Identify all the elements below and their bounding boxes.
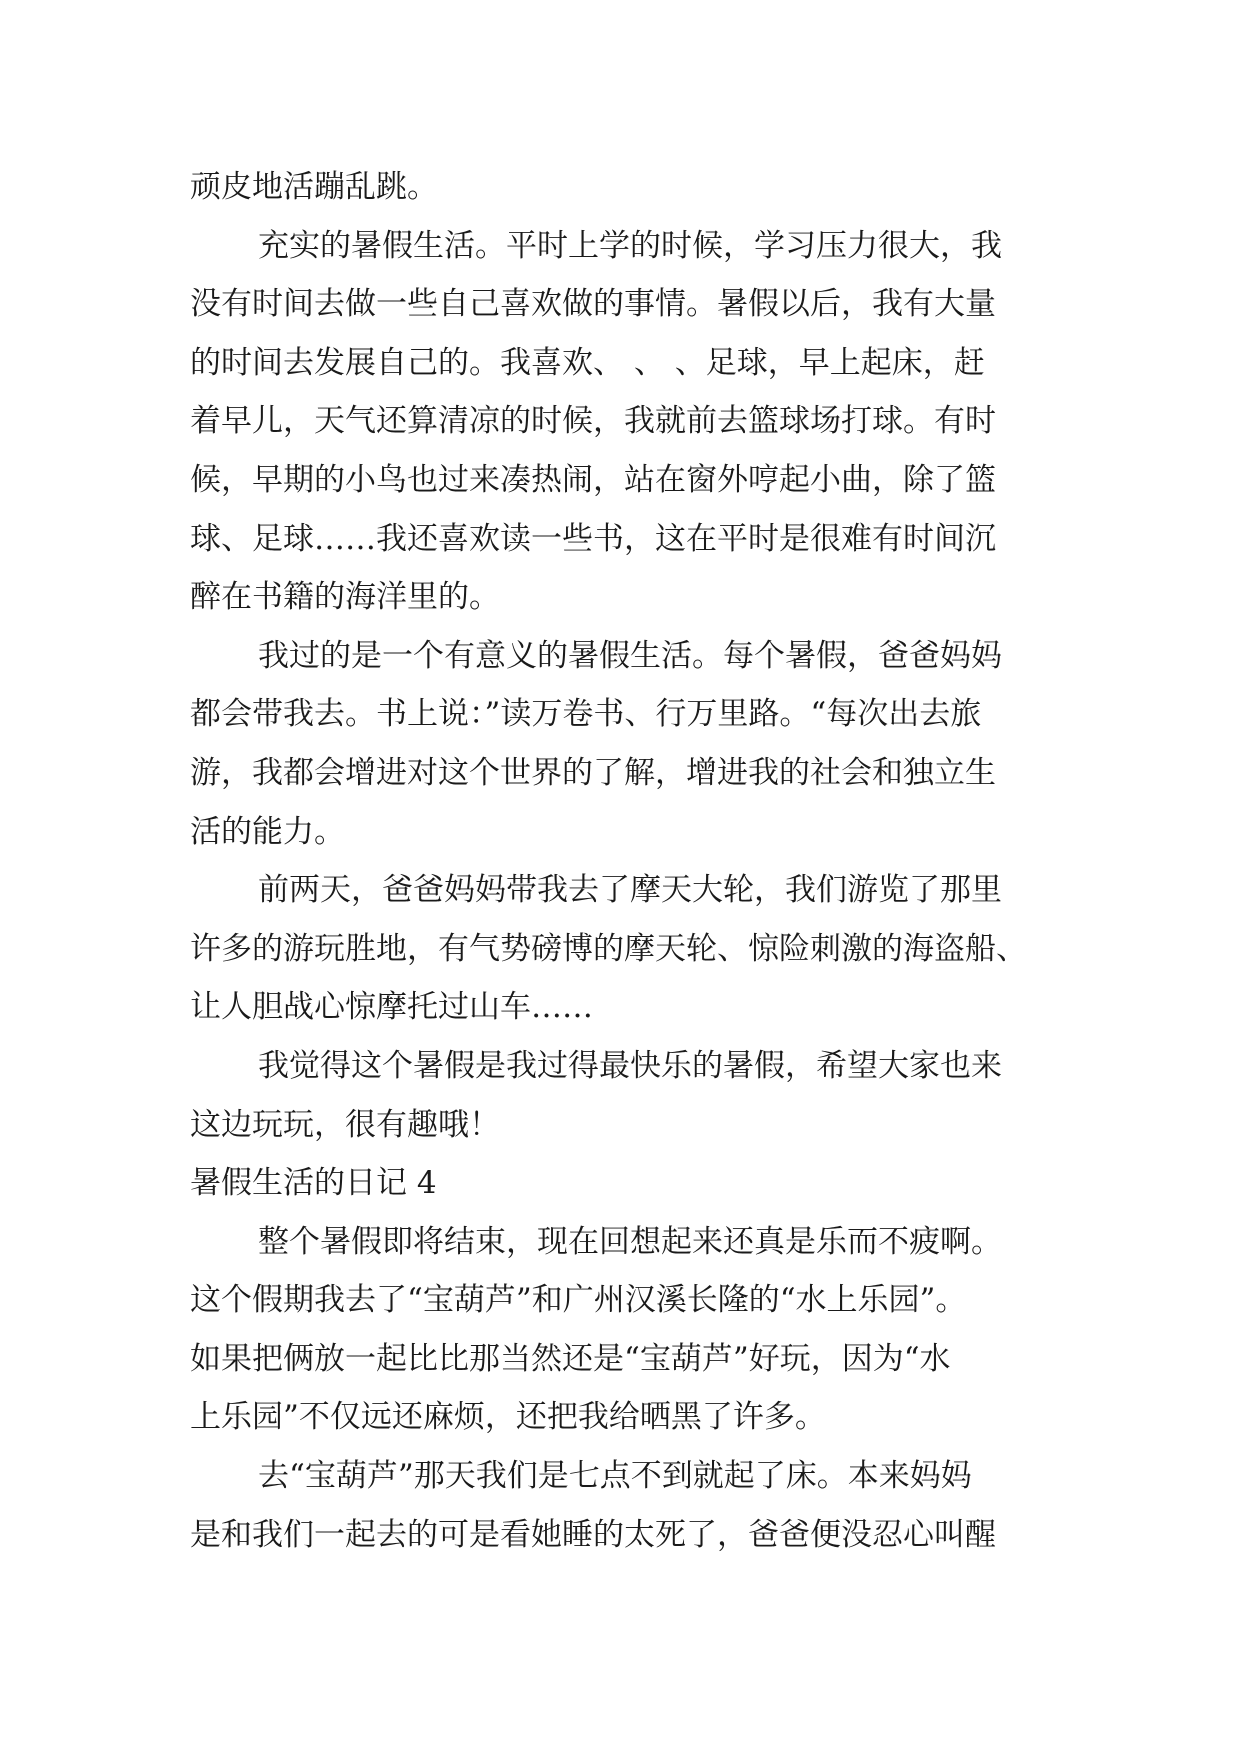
text-line: 这个假期我去了“宝葫芦”和广州汉溪长隆的“水上乐园”。 [190,1282,967,1319]
text-line: 活的能力。 [190,813,345,850]
text-line: 我觉得这个暑假是我过得最快乐的暑假，希望大家也来 [258,1047,1002,1084]
text-line: 我过的是一个有意义的暑假生活。每个暑假，爸爸妈妈 [258,637,1002,674]
text-line: 如果把俩放一起比比那当然还是“宝葫芦”好玩，因为“水 [190,1340,951,1377]
text-line: 许多的游玩胜地，有气势磅博的摩天轮、惊险刺激的海盗船、 [190,930,1027,967]
text-line: 都会带我去。书上说：”读万卷书、行万里路。“每次出去旅 [190,696,982,733]
text-line: 没有时间去做一些自己喜欢做的事情。暑假以后，我有大量 [190,286,996,323]
text-line: 着早儿，天气还算清凉的时候，我就前去篮球场打球。有时 [190,403,996,440]
text-line: 整个暑假即将结束，现在回想起来还真是乐而不疲啊。 [258,1223,1002,1260]
text-line: 醉在书籍的海洋里的。 [190,579,500,616]
text-line: 上乐园”不仅远还麻烦，还把我给晒黑了许多。 [190,1399,826,1436]
text-line: 前两天，爸爸妈妈带我去了摩天大轮，我们游览了那里 [258,872,1002,909]
text-line: 让人胆战心惊摩托过山车…… [190,989,593,1026]
text-line: 球、足球……我还喜欢读一些书，这在平时是很难有时间沉 [190,520,996,557]
text-line: 是和我们一起去的可是看她睡的太死了，爸爸便没忍心叫醒 [190,1516,996,1553]
text-line: 顽皮地活蹦乱跳。 [190,169,438,205]
text-line: 去“宝葫芦”那天我们是七点不到就起了床。本来妈妈 [258,1458,972,1495]
text-line: 的时间去发展自己的。我喜欢、 、 、足球，早上起床，赶 [190,344,985,381]
text-line: 充实的暑假生活。平时上学的时候，学习压力很大，我 [258,227,1002,264]
text-line: 候，早期的小鸟也过来凑热闹，站在窗外哼起小曲，除了篮 [190,461,996,498]
text-line: 这边玩玩，很有趣哦！ [190,1106,500,1143]
section-heading: 暑假生活的日记 4 [190,1165,437,1202]
text-line: 游，我都会增进对这个世界的了解，增进我的社会和独立生 [190,754,996,791]
document-page [190,158,1052,1564]
